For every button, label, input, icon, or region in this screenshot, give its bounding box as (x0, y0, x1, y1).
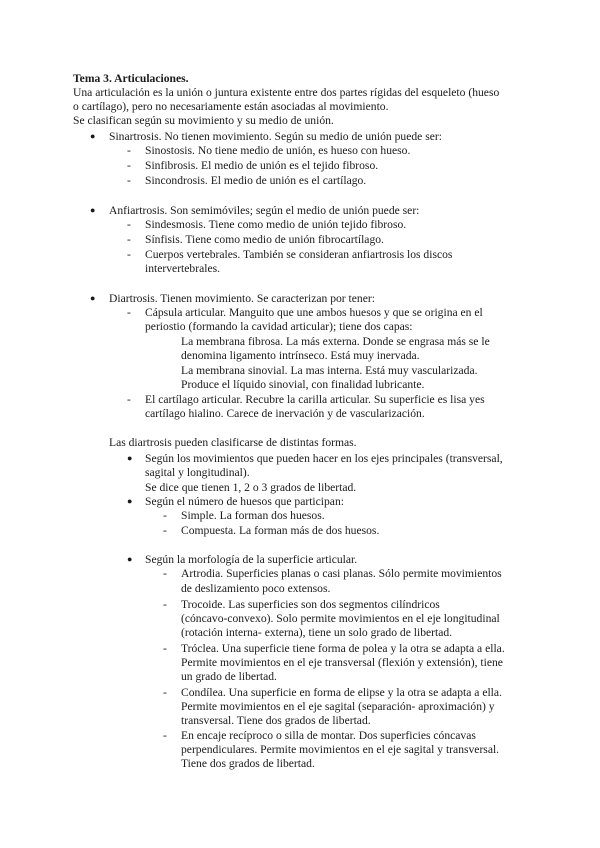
dash-marker: - (163, 509, 167, 522)
troclea-line: Tróclea. Una superficie tiene forma de polea y la otra se adapta a ella. (181, 642, 505, 655)
trocoide-line: (cóncavo-convexo). Solo permite movimientos en el eje longitudinal (181, 612, 500, 625)
dash-marker: - (127, 218, 131, 231)
list-item: Compuesta. La forman más de dos huesos. (181, 524, 380, 537)
list-item: Sincondrosis. El medio de unión es el cartílago. (145, 174, 367, 187)
cartilago-line: El cartílago articular. Recubre la carilla articular. Su superficie es lisa yes (145, 393, 485, 406)
troclea-line: Permite movimientos en el eje transversal (flexión y extensión), tiene (181, 656, 503, 669)
diartrosis-heading: Diartrosis. Tienen movimiento. Se caracterizan por tener: (109, 292, 375, 305)
dash-marker: - (127, 306, 131, 319)
dash-marker: - (127, 174, 131, 187)
capa-line: La membrana fibrosa. La más externa. Donde se engrasa más se le (181, 335, 490, 348)
list-item: Sinfibrosis. El medio de unión es el tejido fibroso. (145, 159, 379, 172)
capa-line: La membrana sinovial. La mas interna. Está muy vascularizada. (181, 364, 478, 377)
sinartrosis-heading: Sinartrosis. No tienen movimiento. Según su medio de unión puede ser: (109, 130, 442, 143)
dash-marker: - (127, 144, 131, 157)
dash-marker: - (163, 642, 167, 655)
movimientos-line: sagital y longitudinal). (145, 466, 250, 479)
list-item-continuation: intervertebrales. (145, 262, 220, 275)
bullet-icon: ● (127, 554, 133, 564)
list-item: Simple. La forman dos huesos. (181, 509, 325, 522)
dash-marker: - (127, 233, 131, 246)
artrodia-line: de deslizamiento poco extensos. (181, 582, 331, 595)
condilea-line: Condílea. Una superficie en forma de elipse y la otra se adapta a ella. (181, 686, 502, 699)
condilea-line: Permite movimientos en el eje sagital (separación- aproximación) y (181, 700, 495, 713)
bullet-icon: ● (90, 131, 96, 141)
dash-marker: - (163, 686, 167, 699)
dash-marker: - (163, 598, 167, 611)
capsula-line: periostio (formando la cavidad articular); tiene dos capas: (145, 320, 413, 333)
encaje-line: perpendiculares. Permite movimientos en el eje sagital y transversal. (181, 743, 500, 756)
movimientos-line: Se dice que tienen 1, 2 o 3 grados de libertad. (145, 481, 357, 494)
dash-marker: - (163, 524, 167, 537)
dash-marker: - (163, 729, 167, 742)
bullet-icon: ● (90, 293, 96, 303)
intro-line: Una articulación es la unión o juntura existente entre dos partes rígidas del esqueleto (hueso (73, 86, 500, 99)
dash-marker: - (127, 248, 131, 261)
capa-line: denomina ligamento intrínseco. Está muy inervada. (181, 349, 420, 362)
dash-marker: - (127, 159, 131, 172)
capa-line: Produce el líquido sinovial, con finalidad lubricante. (181, 378, 425, 391)
intro-line: Se clasifican según su movimiento y su medio de unión. (73, 114, 334, 127)
list-item: Sindesmosis. Tiene como medio de unión tejido fibroso. (145, 218, 407, 231)
encaje-line: Tiene dos grados de libertad. (181, 757, 315, 770)
condilea-line: transversal. Tiene dos grados de libertad. (181, 714, 371, 727)
bullet-icon: ● (127, 453, 133, 463)
bullet-icon: ● (90, 205, 96, 215)
artrodia-line: Artrodia. Superficies planas o casi planas. Sólo permite movimientos (181, 567, 502, 580)
list-item: Sínfisis. Tiene como medio de unión fibrocartílago. (145, 233, 384, 246)
encaje-line: En encaje recíproco o silla de montar. Dos superficies cóncavas (181, 729, 476, 742)
anfiartrosis-heading: Anfiartrosis. Son semimóviles; según el medio de unión puede ser: (109, 204, 420, 217)
intro-line: o cartílago), pero no necesariamente están asociadas al movimiento. (73, 100, 389, 113)
troclea-line: un grado de libertad. (181, 670, 277, 683)
morfologia-heading: Según la morfología de la superficie articular. (145, 553, 358, 566)
list-item: Sinostosis. No tiene medio de unión, es hueso con hueso. (145, 144, 411, 157)
page-title: Tema 3. Articulaciones. (73, 72, 189, 85)
clasificacion-intro: Las diartrosis pueden clasificarse de distintas formas. (109, 436, 357, 449)
movimientos-line: Según los movimientos que pueden hacer en los ejes principales (transversal, (145, 452, 503, 465)
trocoide-line: Trocoide. Las superficies son dos segmentos cilíndricos (181, 598, 440, 611)
numero-heading: Según el número de huesos que participan: (145, 495, 344, 508)
dash-marker: - (127, 393, 131, 406)
bullet-icon: ● (127, 496, 133, 506)
dash-marker: - (163, 567, 167, 580)
capsula-line: Cápsula articular. Manguito que une ambos huesos y que se origina en el (145, 306, 483, 319)
cartilago-line: cartílago hialino. Carece de inervación y de vascularización. (145, 407, 425, 420)
trocoide-line: (rotación interna- externa), tiene un solo grado de libertad. (181, 626, 453, 639)
list-item: Cuerpos vertebrales. También se consideran anfiartrosis los discos (145, 248, 453, 261)
